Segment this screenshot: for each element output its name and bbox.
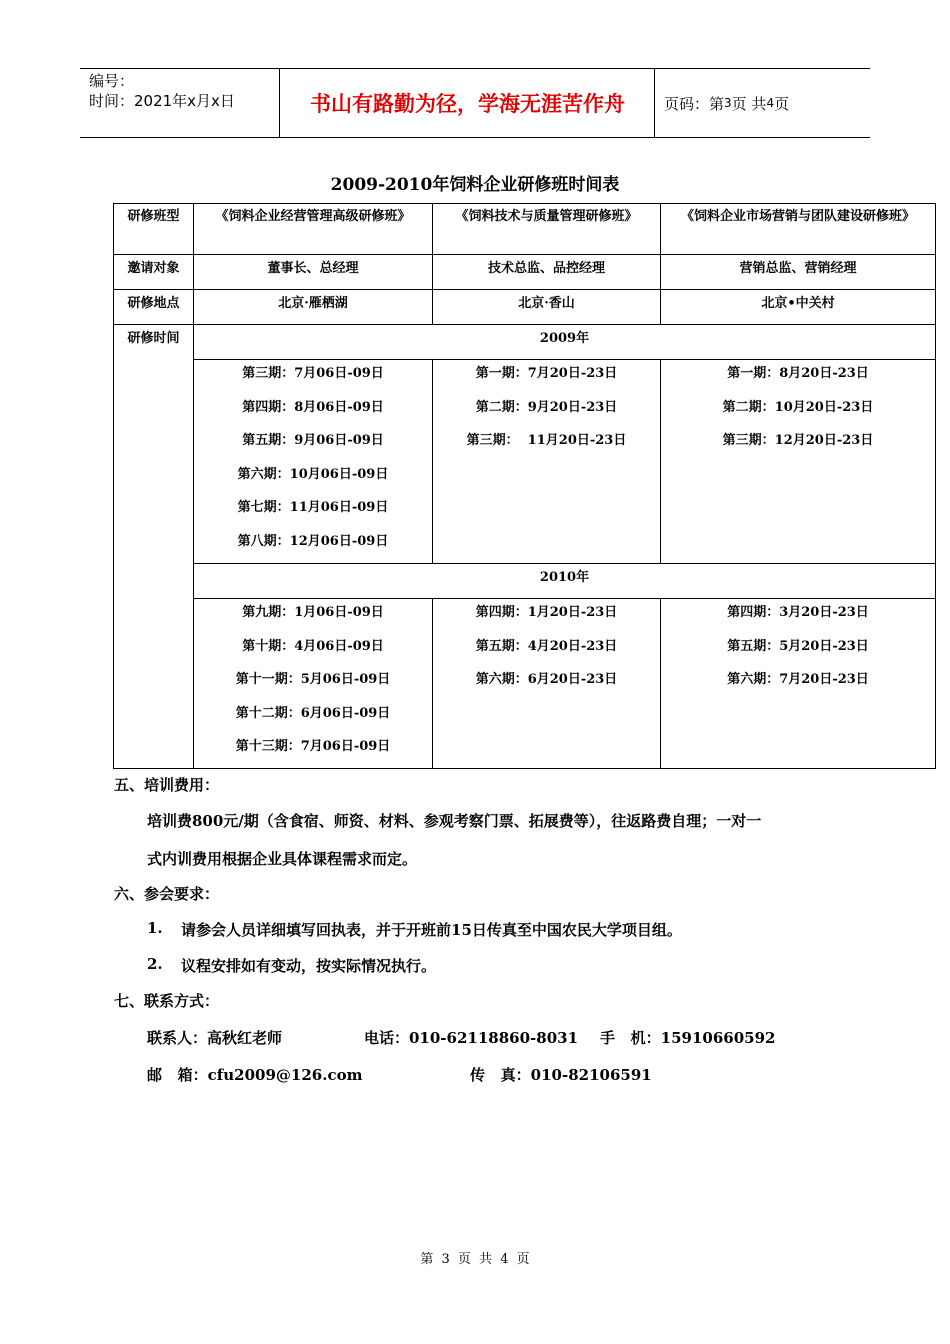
period-item: 第五期：9月06日-09日 — [242, 433, 384, 448]
period-item: 第二期：10月20日-23日 — [722, 399, 874, 415]
periods-2010-col1 — [194, 599, 433, 769]
period-item: 第四期：1月20日-23日 — [475, 605, 618, 620]
page-header — [80, 68, 870, 138]
period-item: 第七期：11月06日-09日 — [237, 500, 389, 515]
table-row-2009-periods — [114, 360, 936, 564]
label-time: 研修时间 — [114, 325, 194, 769]
contact-phone: 电话：010-62118860-8031 — [364, 1029, 579, 1047]
period-item: 第十二期：6月06日-09日 — [235, 705, 391, 721]
fee-heading: 五、培训费用： — [114, 776, 220, 794]
table-row-year-2009 — [114, 325, 936, 360]
table-row-place — [114, 290, 936, 325]
schedule-table — [113, 203, 936, 769]
target-3: 营销总监、营销经理 — [661, 255, 936, 290]
period-item: 第八期：12月06日-09日 — [237, 533, 389, 549]
period-item: 第三期：12月20日-23日 — [722, 433, 874, 448]
period-item: 第六期：7月20日-23日 — [727, 672, 869, 687]
table-row-target — [114, 255, 936, 290]
serial-label: 编号： — [89, 72, 135, 90]
header-meta — [80, 69, 280, 137]
place-3: 北京•中关村 — [661, 290, 936, 325]
contact-heading: 七、联系方式： — [114, 992, 220, 1010]
period-item: 第一期：7月20日-23日 — [475, 366, 618, 381]
class-3: 《饲料企业市场营销与团队建设研修班》 — [661, 204, 936, 255]
periods-2009-col1 — [194, 360, 433, 564]
period-item: 第三期：7月06日-09日 — [242, 366, 384, 381]
target-2: 技术总监、品控经理 — [433, 255, 661, 290]
period-item: 第三期： 11月20日-23日 — [466, 433, 627, 448]
place-1: 北京·雁栖湖 — [194, 290, 433, 325]
periods-2009-col3 — [661, 360, 936, 564]
label-class: 研修班型 — [114, 204, 194, 255]
class-1: 《饲料企业经营管理高级研修班》 — [194, 204, 433, 255]
label-target: 邀请对象 — [114, 255, 194, 290]
requirement-2: 议程安排如有变动，按实际情况执行。 — [181, 957, 437, 975]
header-motto: 书山有路勤为径，学海无涯苦作舟 — [281, 69, 655, 137]
class-2: 《饲料技术与质量管理研修班》 — [433, 204, 661, 255]
period-item: 第一期：8月20日-23日 — [727, 366, 869, 381]
periods-2010-col2 — [433, 599, 661, 769]
period-item: 第五期：4月20日-23日 — [475, 638, 618, 654]
requirement-1: 请参会人员详细填写回执表，并于开班前15日传真至中国农民大学项目组。 — [181, 921, 682, 939]
time-label: 时间：2021年x月x日 — [89, 92, 235, 110]
page-number: 3 — [724, 96, 732, 110]
page-footer: 第 3 页 共 4 页 — [420, 1252, 530, 1267]
period-item: 第十期：4月06日-09日 — [242, 638, 384, 654]
target-1: 董事长、总经理 — [194, 255, 433, 290]
table-row-2010-periods — [114, 599, 936, 769]
place-2: 北京·香山 — [433, 290, 661, 325]
periods-2009-col2 — [433, 360, 661, 564]
period-item: 第六期：6月20日-23日 — [475, 672, 618, 687]
fee-line-2: 式内训费用根据企业具体课程需求而定。 — [147, 850, 418, 868]
table-row-class — [114, 204, 936, 255]
year-2010: 2010年 — [194, 564, 936, 599]
period-item: 第十一期：5月06日-09日 — [235, 672, 391, 687]
contact-person: 联系人：高秋红老师 — [147, 1029, 283, 1047]
requirement-1-number: 1. — [147, 919, 163, 937]
contact-fax: 传 真：010-82106591 — [470, 1066, 652, 1084]
period-item: 第五期：5月20日-23日 — [727, 638, 869, 654]
document-title: 2009-2010年饲料企业研修班时间表 — [330, 175, 620, 195]
requirements-heading: 六、参会要求： — [114, 885, 220, 903]
period-item: 第四期：3月20日-23日 — [727, 605, 869, 620]
contact-email: 邮 箱：cfu2009@126.com — [147, 1066, 363, 1084]
fee-line-1: 培训费800元/期（含食宿、师资、材料、参观考察门票、拓展费等），往返路费自理；一对一 — [147, 812, 762, 830]
period-item: 第六期：10月06日-09日 — [237, 466, 389, 482]
periods-2010-col3 — [661, 599, 936, 769]
header-page-info: 页码：第 3 页 共 4 页 — [664, 94, 790, 113]
label-place: 研修地点 — [114, 290, 194, 325]
year-2009: 2009年 — [194, 325, 936, 360]
period-item: 第二期：9月20日-23日 — [475, 399, 618, 415]
page-total: 4 — [766, 96, 775, 110]
table-row-year-2010 — [114, 564, 936, 599]
contact-mobile: 手 机：15910660592 — [600, 1029, 776, 1047]
period-item: 第九期：1月06日-09日 — [242, 605, 384, 620]
requirement-2-number: 2. — [147, 955, 163, 973]
period-item: 第四期：8月06日-09日 — [242, 399, 384, 415]
period-item: 第十三期：7月06日-09日 — [235, 739, 391, 754]
